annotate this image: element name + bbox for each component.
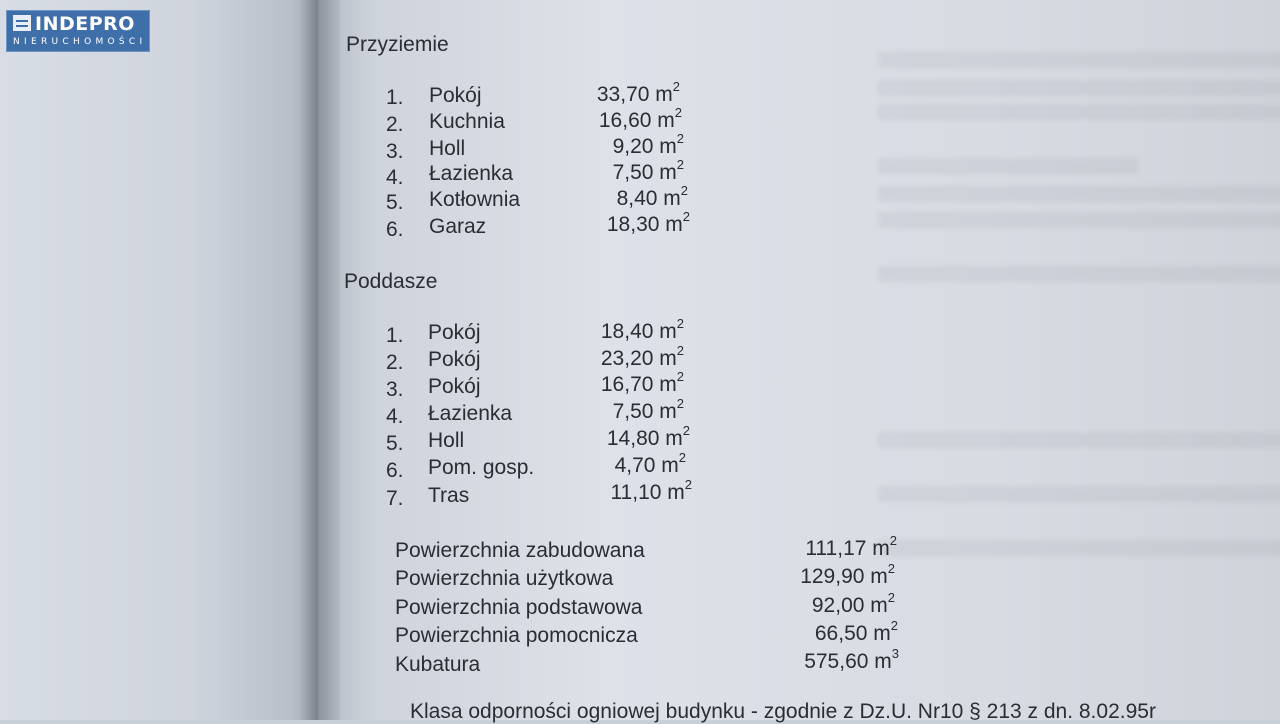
section-heading-ground-floor: Przyziemie xyxy=(346,33,449,56)
room-area: 16,60 $m^2$ xyxy=(598,105,682,132)
room-number: 5. xyxy=(386,432,404,455)
room-area: 18,30 $m^2$ xyxy=(606,209,690,236)
room-area: 4,70 $m^2$ xyxy=(614,450,686,477)
room-number: 5. xyxy=(386,191,404,214)
bleed-through xyxy=(878,52,1280,68)
bleed-through xyxy=(878,540,1280,556)
summary-label: Powierzchnia podstawowa xyxy=(395,596,643,619)
room-area: 33,70 $m^2$ xyxy=(596,79,680,106)
logo-icon xyxy=(13,15,31,31)
summary-value: 111,17 $m^2$ xyxy=(805,533,897,560)
room-area: 14,80 $m^2$ xyxy=(606,423,690,450)
summary-value: 575,60 $m^3$ xyxy=(804,646,899,673)
summary-label: Powierzchnia pomocnicza xyxy=(395,624,638,647)
room-area: 16,70 $m^2$ xyxy=(600,369,684,396)
indepro-logo xyxy=(6,10,150,52)
bleed-through xyxy=(878,186,1280,202)
bleed-through xyxy=(878,158,1138,174)
logo-brand: INDEPRO xyxy=(35,13,135,35)
summary-value: 66,50 $m^2$ xyxy=(814,618,898,645)
room-number: 7. xyxy=(386,487,404,510)
left-page xyxy=(0,0,318,720)
room-number: 6. xyxy=(386,218,404,241)
room-number: 3. xyxy=(386,378,404,401)
cut-off-line: Klasa odporności ogniowej budynku - zgodnie z Dz.U. Nr10 § 213 z dn. 8.02.95r xyxy=(410,700,1156,723)
room-name: Pokój xyxy=(428,348,481,371)
room-area: 9,20 $m^2$ xyxy=(612,131,684,158)
summary-value: 129,90 $m^2$ xyxy=(800,561,895,588)
room-number: 2. xyxy=(386,351,404,374)
room-name: Holl xyxy=(429,137,466,160)
bleed-through xyxy=(878,80,1280,96)
room-name: Kuchnia xyxy=(429,110,505,133)
room-number: 4. xyxy=(386,166,404,189)
room-number: 4. xyxy=(386,405,404,428)
bleed-through xyxy=(878,212,1280,228)
room-area: 7,50 $m^2$ xyxy=(612,396,684,423)
room-name: Tras xyxy=(428,484,470,507)
room-number: 1. xyxy=(386,86,404,109)
section-heading-attic: Poddasze xyxy=(344,270,438,293)
room-area: 7,50 $m^2$ xyxy=(612,157,684,184)
page-gutter xyxy=(300,0,340,720)
bleed-through xyxy=(878,266,1280,282)
summary-label: Powierzchnia użytkowa xyxy=(395,567,614,590)
room-number: 1. xyxy=(386,324,404,347)
room-area: 8,40 $m^2$ xyxy=(616,183,688,210)
room-name: Garaz xyxy=(429,215,487,238)
room-name: Pom. gosp. xyxy=(428,456,535,479)
room-name: Pokój xyxy=(428,375,481,398)
room-name: Łazienka xyxy=(429,162,514,185)
room-name: Holl xyxy=(428,429,465,452)
bleed-through xyxy=(878,104,1280,120)
bleed-through xyxy=(878,432,1280,448)
room-name: Pokój xyxy=(428,321,481,344)
summary-label: Powierzchnia zabudowana xyxy=(395,539,645,562)
bleed-through xyxy=(878,486,1280,502)
room-name: Łazienka xyxy=(428,402,513,425)
summary-value: 92,00 $m^2$ xyxy=(811,590,895,617)
room-area: 23,20 $m^2$ xyxy=(600,343,684,370)
room-name: Pokój xyxy=(429,84,482,107)
room-name: Kotłownia xyxy=(429,188,521,211)
room-area: 18,40 $m^2$ xyxy=(600,316,684,343)
summary-label: Kubatura xyxy=(395,653,481,676)
room-number: 2. xyxy=(386,113,404,136)
room-area: 11,10 $m^2$ xyxy=(610,477,692,504)
room-number: 3. xyxy=(386,140,404,163)
room-number: 6. xyxy=(386,459,404,482)
logo-subtitle: NIERUCHOMOŚCI xyxy=(13,37,147,47)
